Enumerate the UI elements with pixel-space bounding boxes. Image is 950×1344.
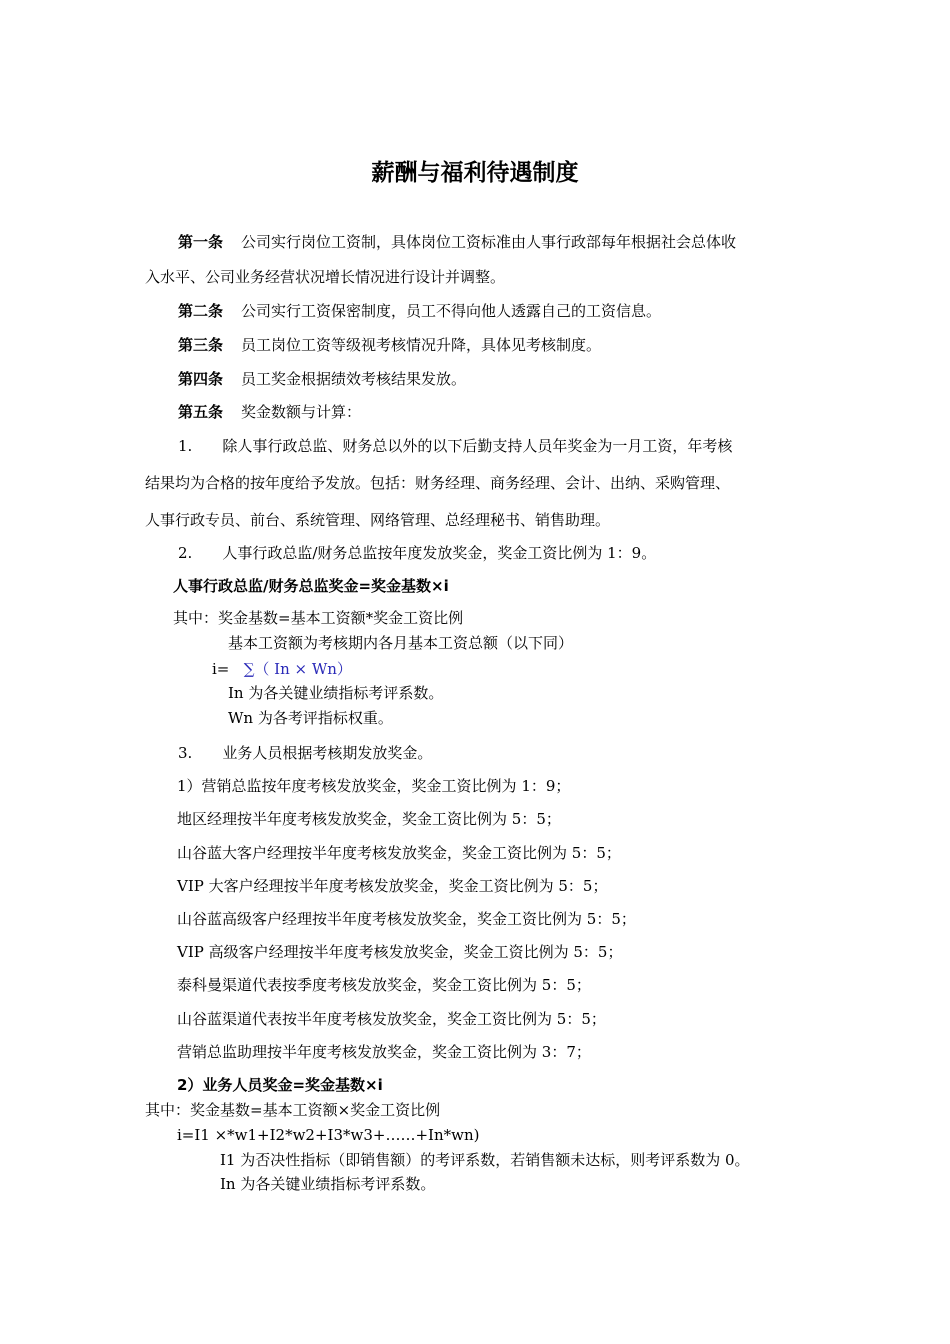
rule-line: 泰科曼渠道代表按季度考核发放奖金，奖金工资比例为 5：5；	[177, 976, 591, 994]
item-number: 3.	[178, 744, 193, 762]
i-formula	[212, 659, 352, 679]
i-label: i=	[212, 660, 230, 678]
rule-line: 山谷蓝大客户经理按半年度考核发放奖金，奖金工资比例为 5：5；	[177, 844, 621, 862]
bonus-base-definition: 其中：奖金基数=基本工资额*奖金工资比例	[173, 609, 464, 627]
rule-line: VIP 大客户经理按半年度考核发放奖金，奖金工资比例为 5：5；	[177, 877, 608, 895]
base-salary-definition: 基本工资额为考核期内各月基本工资总额（以下同）	[228, 634, 574, 652]
article-label: 第四条	[178, 370, 224, 388]
rule-line: 山谷蓝渠道代表按半年度考核发放奖金，奖金工资比例为 5：5；	[177, 1010, 606, 1028]
rule-line: 地区经理按半年度考核发放奖金，奖金工资比例为 5：5；	[177, 810, 561, 828]
rule-line: 山谷蓝高级客户经理按半年度考核发放奖金，奖金工资比例为 5：5；	[177, 910, 636, 928]
article-text: 员工奖金根据绩效考核结果发放。	[241, 370, 467, 388]
article-text: 员工岗位工资等级视考核情况升降，具体见考核制度。	[241, 336, 602, 354]
article-1-continued: 入水平、公司业务经营状况增长情况进行设计并调整。	[145, 268, 506, 286]
formula-director-bonus: 人事行政总监/财务总监奖金=奖金基数×i	[173, 577, 449, 595]
i1-definition: I1 为否决性指标（即销售额）的考评系数，若销售额未达标，则考评系数为 0。	[220, 1151, 750, 1169]
article-label: 第二条	[178, 302, 224, 320]
rule-line: VIP 高级客户经理按半年度考核发放奖金，奖金工资比例为 5：5；	[177, 943, 623, 961]
item-2	[178, 543, 656, 563]
bonus-base-definition-2: 其中：奖金基数=基本工资额×奖金工资比例	[145, 1101, 441, 1119]
item-number: 2.	[178, 544, 193, 562]
article-1	[178, 232, 736, 252]
article-text: 公司实行岗位工资制，具体岗位工资标准由人事行政部每年根据社会总体收	[241, 233, 737, 251]
rule-line: 1）营销总监按年度考核发放奖金，奖金工资比例为 1：9；	[177, 777, 571, 795]
article-2	[178, 301, 661, 321]
i-formula-2: i=I1 ×*w1+I2*w2+I3*w3+……+In*wn)	[177, 1126, 480, 1144]
article-text: 奖金数额与计算：	[241, 403, 362, 421]
item-1	[178, 436, 732, 456]
document-title: 薪酬与福利待遇制度	[371, 160, 579, 186]
article-label: 第三条	[178, 336, 224, 354]
item-number: 1.	[178, 437, 193, 455]
article-label: 第一条	[178, 233, 224, 251]
article-4	[178, 369, 466, 389]
article-3	[178, 335, 601, 355]
item-1-line-3: 人事行政专员、前台、系统管理、网络管理、总经理秘书、销售助理。	[145, 511, 611, 529]
formula-sales-bonus: 2）业务人员奖金=奖金基数×i	[177, 1076, 383, 1094]
rule-line: 营销总监助理按半年度考核发放奖金，奖金工资比例为 3：7；	[177, 1043, 591, 1061]
in-definition: In 为各关键业绩指标考评系数。	[228, 684, 444, 702]
in-definition-2: In 为各关键业绩指标考评系数。	[220, 1175, 436, 1193]
i-expression: ∑（ In × Wn）	[243, 660, 352, 678]
article-text: 公司实行工资保密制度，员工不得向他人透露自己的工资信息。	[241, 302, 662, 320]
item-text: 除人事行政总监、财务总以外的以下后勤支持人员年奖金为一月工资，年考核	[222, 437, 733, 455]
wn-definition: Wn 为各考评指标权重。	[228, 709, 393, 727]
article-5	[178, 402, 361, 422]
item-3	[178, 743, 432, 763]
item-text: 业务人员根据考核期发放奖金。	[222, 744, 433, 762]
article-label: 第五条	[178, 403, 224, 421]
item-text: 人事行政总监/财务总监按年度发放奖金，奖金工资比例为 1：9。	[222, 544, 657, 562]
item-1-line-2: 结果均为合格的按年度给予发放。包括：财务经理、商务经理、会计、出纳、采购管理、	[145, 474, 731, 492]
